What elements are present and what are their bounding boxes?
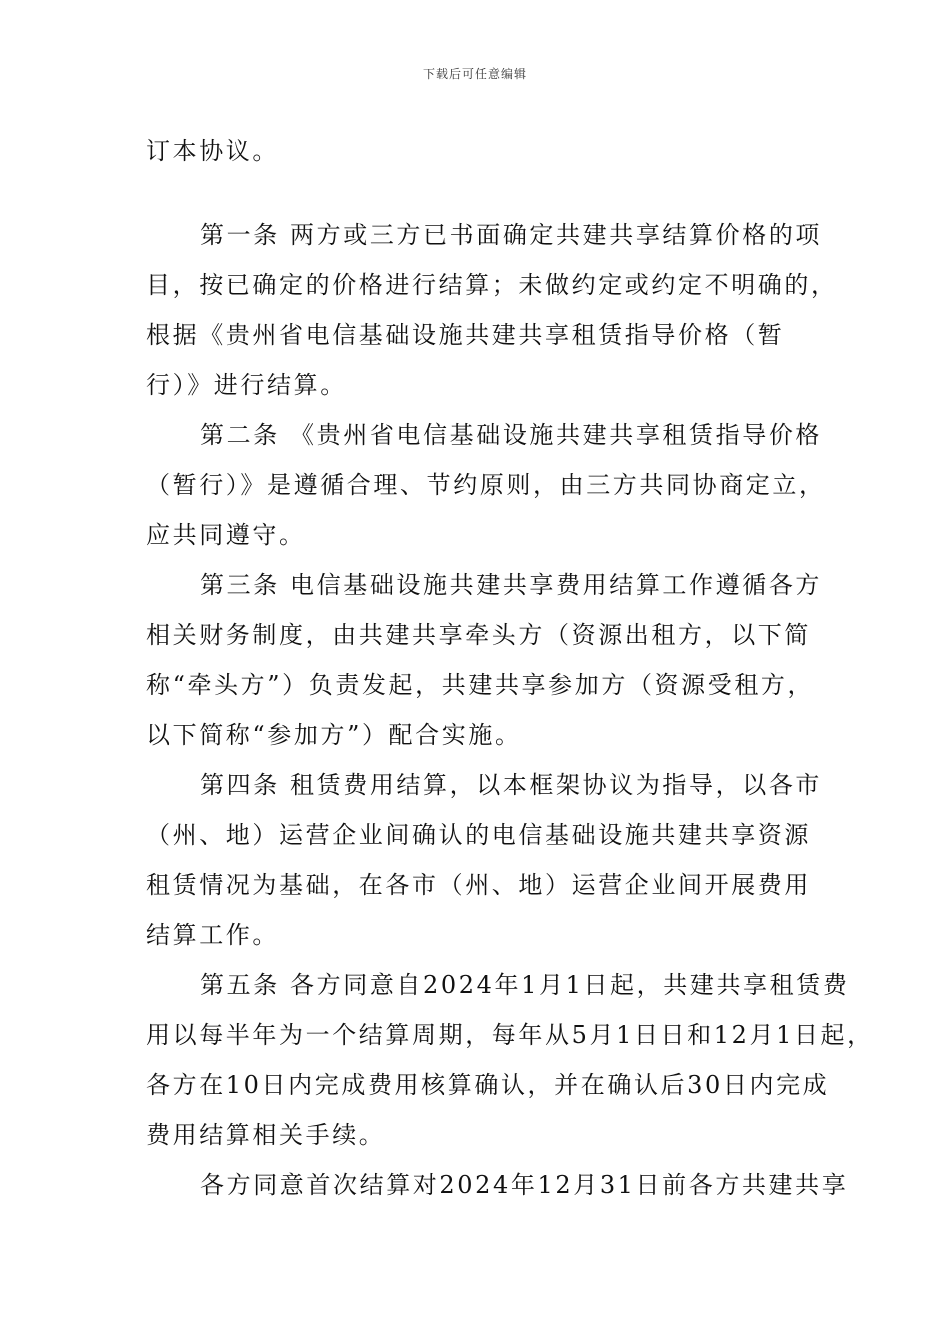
text-line: 称“牵头方”）负责发起，共建共享参加方（资源受租方， (146, 671, 815, 699)
text-line: 相关财务制度，由共建共享牵头方（资源出租方，以下简 (146, 621, 811, 649)
text-line: 订本协议。 (146, 137, 279, 165)
article-3-line: 第三条 电信基础设施共建共享费用结算工作遵循各方 (200, 571, 823, 599)
document-body (146, 126, 874, 1210)
paragraph-line: 各方同意首次结算对2024年12月31日前各方共建共享 (200, 1171, 849, 1199)
article-2-line: 第二条 《贵州省电信基础设施共建共享租赁指导价格 (200, 421, 823, 449)
text-line: 各方在10日内完成费用核算确认，并在确认后30日内完成 (146, 1071, 830, 1099)
article-5-line: 第五条 各方同意自2024年1月1日起，共建共享租赁费 (200, 971, 850, 999)
text-line: 以下简称“参加方”）配合实施。 (146, 721, 522, 749)
article-1-line: 第一条 两方或三方已书面确定共建共享结算价格的项 (200, 221, 823, 249)
text-line: 应共同遵守。 (146, 521, 306, 549)
text-line: 行）》进行结算。 (146, 371, 347, 399)
article-4-line: 第四条 租赁费用结算，以本框架协议为指导，以各市 (200, 771, 823, 799)
text-line: 用以每半年为一个结算周期，每年从5月1日日和12月1日起， (146, 1021, 874, 1049)
text-line: 结算工作。 (146, 921, 279, 949)
text-line: （州、地）运营企业间确认的电信基础设施共建共享资源 (146, 821, 811, 849)
text-line: 费用结算相关手续。 (146, 1121, 386, 1149)
text-line: 租赁情况为基础，在各市（州、地）运营企业间开展费用 (146, 871, 811, 899)
text-line: 根据《贵州省电信基础设施共建共享租赁指导价格（暂 (146, 321, 785, 349)
paragraph-gap (146, 176, 806, 210)
page-header: 下载后可任意编辑 (422, 67, 527, 81)
text-line: （暂行）》是遵循合理、节约原则，由三方共同协商定立， (146, 471, 826, 499)
text-line: 目，按已确定的价格进行结算；未做约定或约定不明确的， (146, 271, 838, 299)
